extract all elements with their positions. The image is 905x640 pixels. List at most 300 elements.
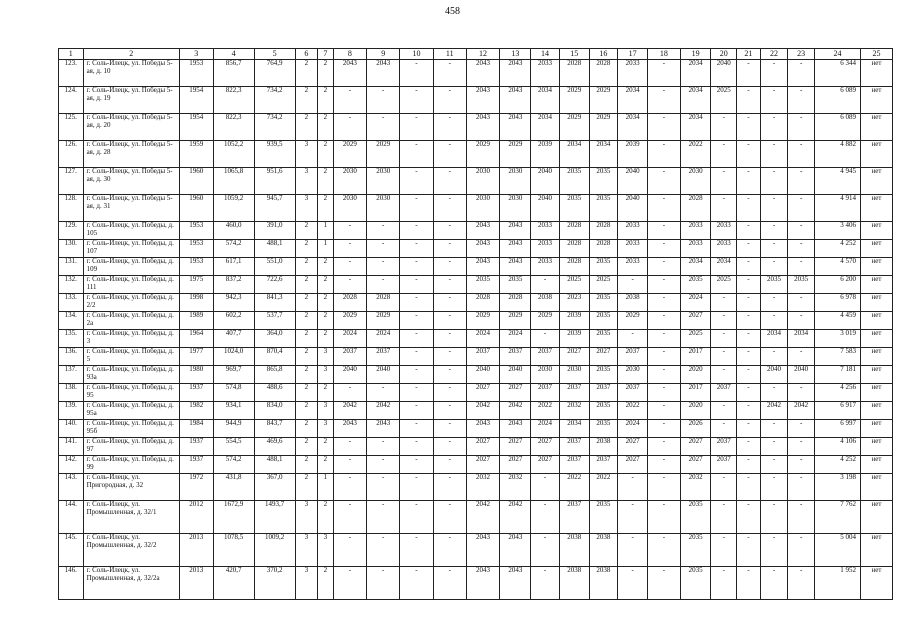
address-cell: г. Соль-Илецк, ул. Пригородная, д. 32 bbox=[83, 474, 179, 501]
table-cell: - bbox=[400, 294, 434, 312]
table-cell: - bbox=[737, 438, 761, 456]
table-cell: - bbox=[737, 456, 761, 474]
area-total-cell: 822,3 bbox=[213, 114, 254, 141]
area-total-cell: 460,0 bbox=[213, 222, 254, 240]
table-cell: - bbox=[647, 348, 680, 366]
column-header: 4 bbox=[213, 49, 254, 60]
table-cell: 2039 bbox=[559, 330, 589, 348]
table-cell: 2025 bbox=[680, 330, 711, 348]
table-cell: - bbox=[647, 195, 680, 222]
year-cell: 1953 bbox=[179, 258, 213, 276]
table-cell: 2040 bbox=[618, 168, 648, 195]
table-cell: 2 bbox=[318, 60, 333, 87]
table-cell: 2 bbox=[318, 195, 333, 222]
table-cell: 2034 bbox=[711, 258, 737, 276]
flag-cell: нет bbox=[861, 534, 893, 567]
address-cell: г. Соль-Илецк, ул. Победы, д. 95а bbox=[83, 402, 179, 420]
table-cell: - bbox=[367, 87, 400, 114]
table-cell: 3 bbox=[295, 501, 318, 534]
table-cell: - bbox=[647, 141, 680, 168]
table-cell: 2027 bbox=[618, 438, 648, 456]
table-cell: 2038 bbox=[589, 438, 618, 456]
sum-cell: 7 762 bbox=[814, 501, 860, 534]
table-cell: - bbox=[647, 276, 680, 294]
table-cell: 2020 bbox=[680, 402, 711, 420]
table-cell: 2035 bbox=[589, 330, 618, 348]
address-cell: г. Соль-Илецк, ул. Победы 5-ая, д. 28 bbox=[83, 141, 179, 168]
table-cell: - bbox=[531, 567, 560, 600]
column-header: 11 bbox=[433, 49, 466, 60]
table-cell: 2043 bbox=[500, 240, 531, 258]
table-cell: - bbox=[737, 420, 761, 438]
table-cell: 2 bbox=[318, 330, 333, 348]
area-living-cell: 370,2 bbox=[254, 567, 295, 600]
sum-cell: 4 882 bbox=[814, 141, 860, 168]
row-number-cell: 129. bbox=[59, 222, 84, 240]
row-number-cell: 125. bbox=[59, 114, 84, 141]
row-number-cell: 139. bbox=[59, 402, 84, 420]
table-cell: 3 bbox=[295, 195, 318, 222]
table-cell: - bbox=[788, 168, 815, 195]
area-total-cell: 574,2 bbox=[213, 456, 254, 474]
table-cell: 2040 bbox=[367, 366, 400, 384]
column-header: 12 bbox=[466, 49, 500, 60]
area-living-cell: 841,3 bbox=[254, 294, 295, 312]
area-living-cell: 951,6 bbox=[254, 168, 295, 195]
area-total-cell: 574,2 bbox=[213, 240, 254, 258]
table-cell: 2038 bbox=[559, 534, 589, 567]
sum-cell: 6 344 bbox=[814, 60, 860, 87]
table-cell: 2030 bbox=[466, 195, 500, 222]
area-living-cell: 734,2 bbox=[254, 87, 295, 114]
table-cell: 2043 bbox=[333, 420, 367, 438]
year-cell: 1959 bbox=[179, 141, 213, 168]
table-cell: 2043 bbox=[500, 222, 531, 240]
table-cell: 2028 bbox=[367, 294, 400, 312]
area-living-cell: 722,6 bbox=[254, 276, 295, 294]
year-cell: 1975 bbox=[179, 276, 213, 294]
table-cell: - bbox=[618, 474, 648, 501]
table-cell: 2032 bbox=[680, 474, 711, 501]
sum-cell: 4 252 bbox=[814, 456, 860, 474]
row-number-cell: 123. bbox=[59, 60, 84, 87]
address-cell: г. Соль-Илецк, ул. Победы, д. 2/2 bbox=[83, 294, 179, 312]
table-cell: 2020 bbox=[680, 366, 711, 384]
table-cell: 2043 bbox=[500, 87, 531, 114]
table-cell: 2033 bbox=[618, 258, 648, 276]
area-total-cell: 1078,5 bbox=[213, 534, 254, 567]
table-cell: - bbox=[400, 474, 434, 501]
column-header: 2 bbox=[83, 49, 179, 60]
table-cell: - bbox=[647, 222, 680, 240]
area-living-cell: 945,7 bbox=[254, 195, 295, 222]
table-cell: 2034 bbox=[680, 87, 711, 114]
area-living-cell: 1493,7 bbox=[254, 501, 295, 534]
table-cell: 2038 bbox=[618, 294, 648, 312]
table-cell: 2029 bbox=[618, 312, 648, 330]
table-cell: - bbox=[737, 474, 761, 501]
table-cell: - bbox=[400, 384, 434, 402]
table-cell: - bbox=[737, 366, 761, 384]
table-cell: - bbox=[400, 276, 434, 294]
area-living-cell: 391,0 bbox=[254, 222, 295, 240]
flag-cell: нет bbox=[861, 60, 893, 87]
row-number-cell: 135. bbox=[59, 330, 84, 348]
table-cell: 2 bbox=[318, 168, 333, 195]
table-cell: 2 bbox=[318, 258, 333, 276]
area-living-cell: 537,7 bbox=[254, 312, 295, 330]
table-cell: 2029 bbox=[589, 87, 618, 114]
area-total-cell: 617,1 bbox=[213, 258, 254, 276]
table-cell: 2024 bbox=[680, 294, 711, 312]
table-cell: 2 bbox=[295, 402, 318, 420]
sum-cell: 7 181 bbox=[814, 366, 860, 384]
table-cell: 2028 bbox=[589, 240, 618, 258]
table-cell: 2037 bbox=[711, 438, 737, 456]
table-cell: 2 bbox=[295, 222, 318, 240]
area-living-cell: 367,0 bbox=[254, 474, 295, 501]
table-cell: - bbox=[737, 114, 761, 141]
area-total-cell: 822,3 bbox=[213, 87, 254, 114]
table-row bbox=[59, 567, 893, 600]
table-cell: - bbox=[711, 330, 737, 348]
column-header: 16 bbox=[589, 49, 618, 60]
table-cell: 2029 bbox=[466, 141, 500, 168]
table-cell: 2043 bbox=[500, 420, 531, 438]
year-cell: 1954 bbox=[179, 114, 213, 141]
table-cell: - bbox=[400, 534, 434, 567]
table-cell: 2024 bbox=[333, 330, 367, 348]
column-header: 1 bbox=[59, 49, 84, 60]
sum-cell: 4 256 bbox=[814, 384, 860, 402]
flag-cell: нет bbox=[861, 222, 893, 240]
table-cell: - bbox=[647, 384, 680, 402]
table-cell: 2035 bbox=[466, 276, 500, 294]
table-cell: 2035 bbox=[760, 276, 788, 294]
flag-cell: нет bbox=[861, 366, 893, 384]
area-living-cell: 865,8 bbox=[254, 366, 295, 384]
area-living-cell: 488,1 bbox=[254, 456, 295, 474]
table-cell: - bbox=[647, 60, 680, 87]
table-cell: 2024 bbox=[531, 420, 560, 438]
table-cell: - bbox=[333, 474, 367, 501]
table-cell: 2043 bbox=[466, 222, 500, 240]
flag-cell: нет bbox=[861, 87, 893, 114]
table-cell: 2027 bbox=[680, 312, 711, 330]
table-cell: - bbox=[760, 438, 788, 456]
flag-cell: нет bbox=[861, 348, 893, 366]
table-cell: 2 bbox=[318, 567, 333, 600]
sum-cell: 5 004 bbox=[814, 534, 860, 567]
table-cell: 2040 bbox=[531, 168, 560, 195]
table-cell: 2 bbox=[295, 366, 318, 384]
address-cell: г. Соль-Илецк, ул. Победы, д. 95 bbox=[83, 384, 179, 402]
table-cell: - bbox=[788, 195, 815, 222]
table-cell: 2030 bbox=[367, 195, 400, 222]
table-cell: 2029 bbox=[367, 141, 400, 168]
area-total-cell: 856,7 bbox=[213, 60, 254, 87]
table-cell: 2042 bbox=[788, 402, 815, 420]
row-number-cell: 124. bbox=[59, 87, 84, 114]
sum-cell: 3 019 bbox=[814, 330, 860, 348]
area-total-cell: 407,7 bbox=[213, 330, 254, 348]
table-cell: 2030 bbox=[333, 168, 367, 195]
table-cell: - bbox=[647, 240, 680, 258]
area-living-cell: 870,4 bbox=[254, 348, 295, 366]
table-cell: 2029 bbox=[531, 312, 560, 330]
table-body bbox=[59, 60, 893, 600]
table-cell: 2035 bbox=[589, 501, 618, 534]
address-cell: г. Соль-Илецк, ул. Победы 5-ая, д. 10 bbox=[83, 60, 179, 87]
table-cell: - bbox=[788, 474, 815, 501]
table-cell: 2032 bbox=[500, 474, 531, 501]
column-header: 25 bbox=[861, 49, 893, 60]
table-cell: - bbox=[737, 87, 761, 114]
table-cell: - bbox=[367, 534, 400, 567]
table-cell: 2038 bbox=[589, 567, 618, 600]
table-row bbox=[59, 384, 893, 402]
table-cell: 2037 bbox=[618, 348, 648, 366]
table-cell: 2034 bbox=[788, 330, 815, 348]
table-cell: - bbox=[760, 195, 788, 222]
table-cell: - bbox=[737, 276, 761, 294]
table-cell: - bbox=[788, 567, 815, 600]
flag-cell: нет bbox=[861, 384, 893, 402]
flag-cell: нет bbox=[861, 456, 893, 474]
table-cell: 2 bbox=[295, 60, 318, 87]
table-cell: 2 bbox=[295, 114, 318, 141]
table-cell: 2034 bbox=[618, 114, 648, 141]
column-header: 8 bbox=[333, 49, 367, 60]
table-cell: 2040 bbox=[788, 366, 815, 384]
year-cell: 1953 bbox=[179, 60, 213, 87]
area-total-cell: 944,9 bbox=[213, 420, 254, 438]
table-cell: - bbox=[788, 312, 815, 330]
table-cell: - bbox=[737, 330, 761, 348]
table-cell: - bbox=[647, 567, 680, 600]
column-header: 5 bbox=[254, 49, 295, 60]
table-cell: 2039 bbox=[559, 312, 589, 330]
table-cell: 2 bbox=[295, 438, 318, 456]
table-cell: 2 bbox=[295, 420, 318, 438]
year-cell: 2012 bbox=[179, 501, 213, 534]
address-cell: г. Соль-Илецк, ул. Победы 5-ая, д. 19 bbox=[83, 87, 179, 114]
table-cell: 2035 bbox=[680, 567, 711, 600]
row-number-cell: 130. bbox=[59, 240, 84, 258]
address-cell: г. Соль-Илецк, ул. Победы, д. 107 bbox=[83, 240, 179, 258]
table-cell: 2025 bbox=[559, 276, 589, 294]
table-cell: 3 bbox=[318, 348, 333, 366]
table-cell: - bbox=[788, 60, 815, 87]
table-row bbox=[59, 222, 893, 240]
column-header: 9 bbox=[367, 49, 400, 60]
table-cell: 2028 bbox=[466, 294, 500, 312]
table-cell: 2042 bbox=[333, 402, 367, 420]
table-cell: 2 bbox=[318, 456, 333, 474]
table-cell: 3 bbox=[295, 567, 318, 600]
area-total-cell: 1672,9 bbox=[213, 501, 254, 534]
table-cell: 2035 bbox=[589, 294, 618, 312]
year-cell: 1954 bbox=[179, 87, 213, 114]
table-cell: 2 bbox=[318, 87, 333, 114]
flag-cell: нет bbox=[861, 567, 893, 600]
table-cell: 2028 bbox=[680, 195, 711, 222]
housing-table bbox=[58, 48, 893, 600]
table-cell: 2043 bbox=[466, 240, 500, 258]
sum-cell: 4 570 bbox=[814, 258, 860, 276]
table-cell: 2043 bbox=[466, 114, 500, 141]
table-cell: - bbox=[711, 366, 737, 384]
table-cell: 2027 bbox=[500, 384, 531, 402]
table-cell: 2 bbox=[295, 294, 318, 312]
row-number-cell: 128. bbox=[59, 195, 84, 222]
table-cell: 2043 bbox=[500, 114, 531, 141]
table-cell: 2040 bbox=[760, 366, 788, 384]
column-header: 24 bbox=[814, 49, 860, 60]
table-cell: 2029 bbox=[500, 141, 531, 168]
sum-cell: 3 198 bbox=[814, 474, 860, 501]
table-cell: 2027 bbox=[466, 456, 500, 474]
table-cell: - bbox=[760, 87, 788, 114]
table-cell: 3 bbox=[295, 534, 318, 567]
column-header: 14 bbox=[531, 49, 560, 60]
table-cell: - bbox=[737, 402, 761, 420]
table-cell: 1 bbox=[318, 222, 333, 240]
table-cell: 2027 bbox=[680, 456, 711, 474]
sum-cell: 4 945 bbox=[814, 168, 860, 195]
table-row bbox=[59, 240, 893, 258]
table-cell: 2026 bbox=[680, 420, 711, 438]
table-cell: - bbox=[711, 420, 737, 438]
table-cell: - bbox=[647, 114, 680, 141]
table-cell: - bbox=[400, 501, 434, 534]
table-cell: 2030 bbox=[466, 168, 500, 195]
table-cell: 2034 bbox=[559, 141, 589, 168]
flag-cell: нет bbox=[861, 294, 893, 312]
table-cell: 2022 bbox=[531, 402, 560, 420]
table-cell: - bbox=[737, 294, 761, 312]
table-cell: 3 bbox=[318, 402, 333, 420]
table-cell: 2043 bbox=[466, 258, 500, 276]
table-cell: 2037 bbox=[466, 348, 500, 366]
table-cell: - bbox=[367, 258, 400, 276]
table-row bbox=[59, 456, 893, 474]
column-header: 20 bbox=[711, 49, 737, 60]
row-number-cell: 132. bbox=[59, 276, 84, 294]
table-cell: 2037 bbox=[711, 456, 737, 474]
table-row bbox=[59, 534, 893, 567]
table-cell: 2 bbox=[295, 330, 318, 348]
table-cell: - bbox=[433, 276, 466, 294]
table-cell: - bbox=[433, 141, 466, 168]
flag-cell: нет bbox=[861, 330, 893, 348]
table-cell: - bbox=[711, 114, 737, 141]
table-cell: - bbox=[760, 567, 788, 600]
table-row bbox=[59, 87, 893, 114]
column-header: 7 bbox=[318, 49, 333, 60]
year-cell: 1937 bbox=[179, 438, 213, 456]
table-cell: 2 bbox=[318, 294, 333, 312]
table-cell: - bbox=[618, 567, 648, 600]
table-row bbox=[59, 114, 893, 141]
table-row bbox=[59, 366, 893, 384]
table-row bbox=[59, 501, 893, 534]
flag-cell: нет bbox=[861, 168, 893, 195]
table-cell: 2035 bbox=[559, 168, 589, 195]
column-header: 10 bbox=[400, 49, 434, 60]
table-cell: - bbox=[400, 87, 434, 114]
table-cell: - bbox=[400, 312, 434, 330]
table-cell: - bbox=[788, 141, 815, 168]
area-total-cell: 934,1 bbox=[213, 402, 254, 420]
table-cell: 2027 bbox=[589, 348, 618, 366]
table-cell: 2043 bbox=[466, 567, 500, 600]
table-row bbox=[59, 348, 893, 366]
table-cell: - bbox=[433, 222, 466, 240]
table-cell: 2034 bbox=[760, 330, 788, 348]
flag-cell: нет bbox=[861, 438, 893, 456]
table-cell: 2035 bbox=[589, 420, 618, 438]
year-cell: 1980 bbox=[179, 366, 213, 384]
table-cell: 2037 bbox=[559, 501, 589, 534]
table-cell: 2033 bbox=[618, 240, 648, 258]
table-cell: - bbox=[531, 474, 560, 501]
row-number-cell: 127. bbox=[59, 168, 84, 195]
table-cell: 2028 bbox=[589, 222, 618, 240]
table-cell: 2 bbox=[295, 240, 318, 258]
table-cell: - bbox=[711, 312, 737, 330]
table-cell: 2 bbox=[295, 258, 318, 276]
table-cell: 2039 bbox=[531, 141, 560, 168]
flag-cell: нет bbox=[861, 195, 893, 222]
table-cell: 2040 bbox=[711, 60, 737, 87]
sum-cell: 1 952 bbox=[814, 567, 860, 600]
table-cell: 2030 bbox=[367, 168, 400, 195]
table-cell: - bbox=[333, 438, 367, 456]
table-cell: - bbox=[737, 141, 761, 168]
area-living-cell: 488,1 bbox=[254, 240, 295, 258]
table-cell: - bbox=[711, 501, 737, 534]
table-cell: - bbox=[400, 330, 434, 348]
address-cell: г. Соль-Илецк, ул. Победы, д. 97 bbox=[83, 438, 179, 456]
table-cell: 2027 bbox=[500, 438, 531, 456]
table-cell: 2037 bbox=[531, 348, 560, 366]
sum-cell: 6 997 bbox=[814, 420, 860, 438]
sum-cell: 4 459 bbox=[814, 312, 860, 330]
column-header: 13 bbox=[500, 49, 531, 60]
table-cell: 2017 bbox=[680, 384, 711, 402]
table-cell: 2029 bbox=[500, 312, 531, 330]
table-cell: - bbox=[788, 114, 815, 141]
flag-cell: нет bbox=[861, 240, 893, 258]
table-cell: - bbox=[433, 384, 466, 402]
table-cell: 2043 bbox=[367, 420, 400, 438]
table-cell: - bbox=[433, 114, 466, 141]
table-cell: 2033 bbox=[531, 60, 560, 87]
column-header: 19 bbox=[680, 49, 711, 60]
table-cell: - bbox=[400, 567, 434, 600]
table-cell: 2035 bbox=[559, 195, 589, 222]
area-total-cell: 1052,2 bbox=[213, 141, 254, 168]
area-total-cell: 1059,2 bbox=[213, 195, 254, 222]
table-cell: - bbox=[433, 240, 466, 258]
table-cell: 2043 bbox=[466, 534, 500, 567]
table-cell: 2035 bbox=[500, 276, 531, 294]
table-cell: 2 bbox=[295, 87, 318, 114]
table-cell: 2035 bbox=[788, 276, 815, 294]
table-cell: 2035 bbox=[680, 276, 711, 294]
sum-cell: 6 978 bbox=[814, 294, 860, 312]
